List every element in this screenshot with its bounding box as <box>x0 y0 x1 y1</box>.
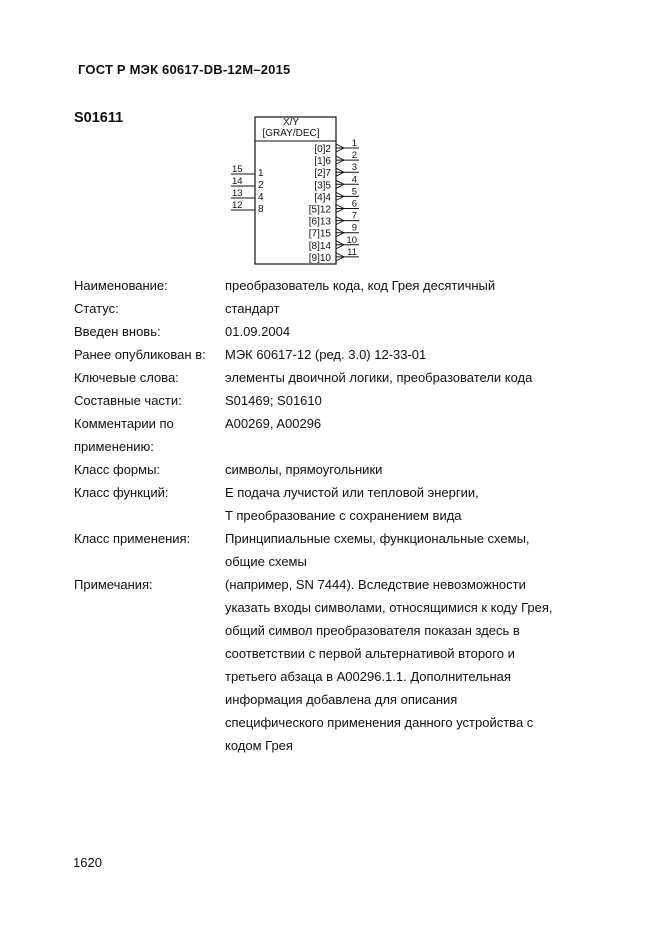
attribute-value-line: (например, SN 7444). Вследствие невозможности <box>225 577 526 592</box>
output-pin-label: [3]5 <box>314 180 331 192</box>
attribute-label-line: Введен вновь: <box>74 324 161 339</box>
output-pin-number: 10 <box>346 234 357 246</box>
attribute-value-line: кодом Грея <box>225 738 293 753</box>
attribute-value <box>225 274 594 297</box>
attribute-label <box>74 274 225 297</box>
symbol-title-gray-dec: [GRAY/DEC] <box>262 128 320 139</box>
attribute-value-line: A00269, A00296 <box>225 416 322 431</box>
attribute-value <box>225 366 594 389</box>
output-pin-number: 2 <box>351 150 357 162</box>
input-pin-weight: 1 <box>258 168 264 179</box>
attribute-label-line: Класс функций: <box>74 485 169 500</box>
attribute-value-line: Принципиальные схемы, функциональные схемы, <box>225 531 530 546</box>
attribute-row <box>74 366 594 389</box>
output-pin-number: 9 <box>351 222 357 234</box>
output-pin-number: 5 <box>351 186 357 198</box>
input-pin-weight: 8 <box>258 204 264 215</box>
attribute-value-line: преобразователь кода, код Грея десятичный <box>225 278 496 293</box>
attribute-row <box>74 412 594 458</box>
attribute-label-line: Ранее опубликован в: <box>74 347 206 362</box>
attribute-label <box>74 412 225 458</box>
attribute-value <box>225 527 594 573</box>
attribute-value-line: T преобразование с сохранением вида <box>225 508 462 523</box>
output-pin-number: 1 <box>351 138 357 149</box>
attribute-label <box>74 366 225 389</box>
attribute-value <box>225 481 594 527</box>
attribute-row <box>74 320 594 343</box>
attribute-label <box>74 458 225 481</box>
input-pin-weight: 4 <box>258 192 264 203</box>
attribute-row <box>74 527 594 573</box>
attribute-value-line: информация добавлена для описания <box>225 692 458 707</box>
output-pin-label: [4]4 <box>314 192 331 204</box>
output-pin-number: 4 <box>351 174 357 186</box>
attribute-label-line: Статус: <box>74 301 119 316</box>
attribute-row <box>74 274 594 297</box>
attribute-value <box>225 297 594 320</box>
attribute-value-line: S01469; S01610 <box>225 393 322 408</box>
output-pin-number: 3 <box>351 162 357 174</box>
attribute-value-line: специфического применения данного устройства с <box>225 715 534 730</box>
attribute-label-line: Составные части: <box>74 393 182 408</box>
symbol-code: S01611 <box>74 110 124 126</box>
attribute-label-line: Класс формы: <box>74 462 161 477</box>
attribute-value <box>225 320 594 343</box>
attribute-value-line: общий символ преобразователя показан здесь в <box>225 623 520 638</box>
attribute-label-line: применению: <box>74 439 154 454</box>
output-pin-label: [1]6 <box>314 156 331 168</box>
output-pin-number: 11 <box>347 246 357 258</box>
attribute-label-line: Комментарии по <box>74 416 174 431</box>
input-pin-number: 13 <box>232 188 243 199</box>
attribute-value <box>225 389 594 412</box>
attribute-row <box>74 573 594 757</box>
attribute-value-line: соответствии с первой альтернативой второго и <box>225 646 515 661</box>
attribute-table <box>74 274 594 757</box>
attribute-value-line: МЭК 60617-12 (ред. 3.0) 12-33-01 <box>225 347 427 362</box>
attribute-value <box>225 343 594 366</box>
attribute-label <box>74 389 225 412</box>
attribute-label <box>74 320 225 343</box>
attribute-value-line: третьего абзаца в A00296.1.1. Дополнительная <box>225 669 511 684</box>
output-pin-label: [9]10 <box>308 252 331 264</box>
attribute-label <box>74 343 225 366</box>
attribute-row <box>74 297 594 320</box>
attribute-label-line: Ключевые слова: <box>74 370 179 385</box>
symbol-title-xy: X/Y <box>282 117 300 128</box>
attribute-value-line: 01.09.2004 <box>225 324 291 339</box>
attribute-row <box>74 389 594 412</box>
attribute-value-line: E подача лучистой или тепловой энергии, <box>225 485 479 500</box>
attribute-value <box>225 412 594 458</box>
attribute-label-line: Примечания: <box>74 577 153 592</box>
input-pin-number: 14 <box>232 176 243 187</box>
output-pin-label: [8]14 <box>308 240 331 252</box>
attribute-label-line: Наименование: <box>74 278 168 293</box>
attribute-value-line: стандарт <box>225 301 280 316</box>
document-header: ГОСТ Р МЭК 60617-DB-12M–2015 <box>78 62 291 77</box>
attribute-value-line: общие схемы <box>225 554 307 569</box>
output-pin-number: 6 <box>351 198 357 210</box>
attribute-label <box>74 297 225 320</box>
attribute-value-line: элементы двоичной логики, преобразователи кода <box>225 370 533 385</box>
attribute-value-line: указать входы символами, относящимися к коду Грея, <box>225 600 553 615</box>
attribute-row <box>74 481 594 527</box>
output-pin-label: [5]12 <box>308 204 331 216</box>
attribute-row <box>74 458 594 481</box>
page-number: 1620 <box>73 855 102 870</box>
attribute-label <box>74 527 225 573</box>
attribute-row <box>74 343 594 366</box>
attribute-label <box>74 481 225 527</box>
attribute-value-line: символы, прямоугольники <box>225 462 383 477</box>
input-pin-weight: 2 <box>258 180 264 191</box>
output-pin-label: [6]13 <box>308 216 331 228</box>
attribute-label-line: Класс применения: <box>74 531 191 546</box>
output-pin-number: 7 <box>351 210 357 222</box>
input-pin-number: 15 <box>232 164 243 175</box>
input-pin-number: 12 <box>232 200 243 211</box>
attribute-label <box>74 573 225 757</box>
output-pin-label: [7]15 <box>308 228 331 240</box>
output-pin-label: [2]7 <box>314 168 331 180</box>
attribute-value <box>225 573 594 757</box>
attribute-value <box>225 458 594 481</box>
output-pin-label: [0]2 <box>314 144 331 155</box>
